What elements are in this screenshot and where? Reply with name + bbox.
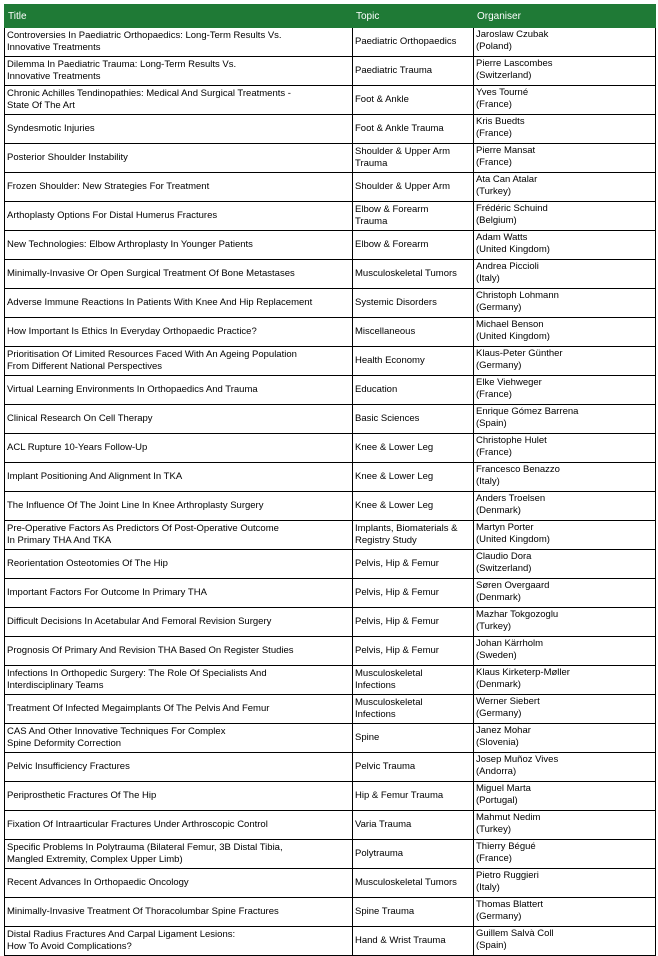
organiser-cell xyxy=(474,898,656,927)
title-line: The Influence Of The Joint Line In Knee Arthroplasty Surgery xyxy=(7,500,264,511)
topic-line: Musculoskeletal Tumors xyxy=(355,877,457,888)
organiser-country: (France) xyxy=(476,853,512,864)
title-cell xyxy=(5,28,353,57)
topic-cell xyxy=(353,28,474,57)
organiser-name: Yves Tourné xyxy=(476,87,529,98)
organiser-name: Adam Watts xyxy=(476,232,528,243)
sessions-table-wrapper xyxy=(4,4,655,956)
organiser-cell xyxy=(474,666,656,695)
organiser-country: (Denmark) xyxy=(476,505,521,516)
organiser-cell xyxy=(474,376,656,405)
title-line: Arthoplasty Options For Distal Humerus Fractures xyxy=(7,210,218,221)
title-cell xyxy=(5,405,353,434)
header-topic: Topic xyxy=(353,5,474,28)
title-cell xyxy=(5,202,353,231)
topic-line: Hand & Wrist Trauma xyxy=(355,935,446,946)
organiser-name: Miguel Marta xyxy=(476,783,531,794)
title-line: ACL Rupture 10-Years Follow-Up xyxy=(7,442,148,453)
title-line: Difficult Decisions In Acetabular And Femoral Revision Surgery xyxy=(7,616,272,627)
title-cell xyxy=(5,86,353,115)
organiser-name: Francesco Benazzo xyxy=(476,464,560,475)
organiser-cell xyxy=(474,695,656,724)
organiser-cell xyxy=(474,347,656,376)
topic-cell xyxy=(353,492,474,521)
title-line: Innovative Treatments xyxy=(7,71,101,82)
organiser-name: Werner Siebert xyxy=(476,696,540,707)
topic-line: Pelvis, Hip & Femur xyxy=(355,587,439,598)
title-cell xyxy=(5,695,353,724)
title-line: From Different National Perspectives xyxy=(7,361,163,372)
title-line: Reorientation Osteotomies Of The Hip xyxy=(7,558,168,569)
organiser-cell xyxy=(474,840,656,869)
title-cell xyxy=(5,927,353,956)
organiser-country: (Slovenia) xyxy=(476,737,519,748)
table-row xyxy=(5,637,656,666)
organiser-name: Guillem Salvà Coll xyxy=(476,928,554,939)
topic-line: Knee & Lower Leg xyxy=(355,442,434,453)
organiser-country: (United Kingdom) xyxy=(476,534,550,545)
table-row xyxy=(5,782,656,811)
organiser-cell xyxy=(474,753,656,782)
title-line: Prioritisation Of Limited Resources Faced With An Ageing Population xyxy=(7,349,297,360)
topic-cell xyxy=(353,434,474,463)
organiser-cell xyxy=(474,463,656,492)
topic-cell xyxy=(353,811,474,840)
topic-line: Education xyxy=(355,384,398,395)
organiser-country: (France) xyxy=(476,389,512,400)
organiser-country: (Turkey) xyxy=(476,621,512,632)
title-cell xyxy=(5,144,353,173)
title-line: Spine Deformity Correction xyxy=(7,738,122,749)
title-line: Syndesmotic Injuries xyxy=(7,123,95,134)
organiser-cell xyxy=(474,231,656,260)
topic-line: Knee & Lower Leg xyxy=(355,471,434,482)
organiser-country: (Italy) xyxy=(476,476,500,487)
organiser-country: (Turkey) xyxy=(476,824,512,835)
table-row xyxy=(5,463,656,492)
topic-cell xyxy=(353,289,474,318)
organiser-name: Thomas Blattert xyxy=(476,899,544,910)
title-cell xyxy=(5,579,353,608)
topic-cell xyxy=(353,608,474,637)
topic-line: Musculoskeletal Tumors xyxy=(355,268,457,279)
topic-cell xyxy=(353,579,474,608)
topic-cell xyxy=(353,376,474,405)
organiser-country: (Switzerland) xyxy=(476,563,532,574)
topic-cell xyxy=(353,927,474,956)
organiser-name: Frédéric Schuind xyxy=(476,203,548,214)
topic-line: Trauma xyxy=(355,158,388,169)
title-line: Specific Problems In Polytrauma (Bilateral Femur, 3B Distal Tibia, xyxy=(7,842,283,853)
organiser-name: Michael Benson xyxy=(476,319,544,330)
topic-cell xyxy=(353,86,474,115)
topic-line: Registry Study xyxy=(355,535,417,546)
title-cell xyxy=(5,376,353,405)
header-title: Title xyxy=(5,5,353,28)
table-row xyxy=(5,724,656,753)
title-cell xyxy=(5,782,353,811)
organiser-cell xyxy=(474,202,656,231)
topic-line: Musculoskeletal xyxy=(355,697,423,708)
organiser-country: (Spain) xyxy=(476,940,507,951)
title-line: Adverse Immune Reactions In Patients With Knee And Hip Replacement xyxy=(7,297,313,308)
topic-line: Paediatric Trauma xyxy=(355,65,433,76)
table-row xyxy=(5,898,656,927)
table-row xyxy=(5,666,656,695)
organiser-country: (United Kingdom) xyxy=(476,331,550,342)
table-row xyxy=(5,550,656,579)
organiser-cell xyxy=(474,782,656,811)
title-cell xyxy=(5,434,353,463)
organiser-name: Klaus Kirketerp-Møller xyxy=(476,667,570,678)
table-row xyxy=(5,579,656,608)
title-cell xyxy=(5,550,353,579)
topic-cell xyxy=(353,57,474,86)
table-row xyxy=(5,289,656,318)
topic-cell xyxy=(353,869,474,898)
title-cell xyxy=(5,840,353,869)
topic-cell xyxy=(353,840,474,869)
topic-line: Foot & Ankle Trauma xyxy=(355,123,444,134)
organiser-name: Mahmut Nedim xyxy=(476,812,541,823)
topic-line: Elbow & Forearm xyxy=(355,204,429,215)
organiser-name: Søren Overgaard xyxy=(476,580,550,591)
topic-line: Spine Trauma xyxy=(355,906,415,917)
organiser-cell xyxy=(474,289,656,318)
title-line: Virtual Learning Environments In Orthopaedics And Trauma xyxy=(7,384,258,395)
topic-cell xyxy=(353,550,474,579)
organiser-cell xyxy=(474,492,656,521)
table-body xyxy=(5,28,656,956)
table-row xyxy=(5,695,656,724)
organiser-cell xyxy=(474,521,656,550)
topic-line: Pelvis, Hip & Femur xyxy=(355,558,439,569)
topic-cell xyxy=(353,173,474,202)
organiser-name: Martyn Porter xyxy=(476,522,534,533)
title-line: Mangled Extremity, Complex Upper Limb) xyxy=(7,854,183,865)
topic-line: Shoulder & Upper Arm xyxy=(355,181,451,192)
organiser-cell xyxy=(474,869,656,898)
title-line: Recent Advances In Orthopaedic Oncology xyxy=(7,877,189,888)
table-row xyxy=(5,521,656,550)
organiser-name: Anders Troelsen xyxy=(476,493,546,504)
organiser-cell xyxy=(474,579,656,608)
organiser-country: (Andorra) xyxy=(476,766,517,777)
organiser-country: (Italy) xyxy=(476,273,500,284)
organiser-cell xyxy=(474,318,656,347)
topic-line: Infections xyxy=(355,680,396,691)
topic-cell xyxy=(353,724,474,753)
topic-cell xyxy=(353,782,474,811)
topic-line: Trauma xyxy=(355,216,388,227)
table-row xyxy=(5,260,656,289)
title-cell xyxy=(5,347,353,376)
sessions-table xyxy=(4,4,656,956)
organiser-country: (Germany) xyxy=(476,708,522,719)
topic-line: Infections xyxy=(355,709,396,720)
topic-line: Systemic Disorders xyxy=(355,297,437,308)
organiser-name: Mazhar Tokgozoglu xyxy=(476,609,559,620)
topic-cell xyxy=(353,405,474,434)
topic-line: Foot & Ankle xyxy=(355,94,409,105)
table-row xyxy=(5,434,656,463)
table-row xyxy=(5,202,656,231)
organiser-name: Jaroslaw Czubak xyxy=(476,29,549,40)
title-line: How To Avoid Complications? xyxy=(7,941,132,952)
title-line: Infections In Orthopedic Surgery: The Role Of Specialists And xyxy=(7,668,267,679)
organiser-cell xyxy=(474,173,656,202)
topic-line: Varia Trauma xyxy=(355,819,412,830)
organiser-country: (France) xyxy=(476,99,512,110)
topic-cell xyxy=(353,318,474,347)
organiser-country: (France) xyxy=(476,447,512,458)
title-cell xyxy=(5,173,353,202)
topic-line: Pelvic Trauma xyxy=(355,761,416,772)
organiser-cell xyxy=(474,405,656,434)
organiser-country: (Sweden) xyxy=(476,650,517,661)
title-cell xyxy=(5,869,353,898)
title-line: New Technologies: Elbow Arthroplasty In Younger Patients xyxy=(7,239,253,250)
title-line: In Primary THA And TKA xyxy=(7,535,112,546)
title-line: Dilemma In Paediatric Trauma: Long-Term Results Vs. xyxy=(7,59,237,70)
table-row xyxy=(5,492,656,521)
topic-line: Polytrauma xyxy=(355,848,404,859)
title-line: Minimally-Invasive Or Open Surgical Treatment Of Bone Metastases xyxy=(7,268,295,279)
topic-cell xyxy=(353,260,474,289)
header-organiser: Organiser xyxy=(474,5,656,28)
organiser-country: (Germany) xyxy=(476,911,522,922)
table-row xyxy=(5,173,656,202)
title-cell xyxy=(5,289,353,318)
title-cell xyxy=(5,724,353,753)
title-cell xyxy=(5,811,353,840)
organiser-cell xyxy=(474,260,656,289)
organiser-cell xyxy=(474,28,656,57)
topic-line: Implants, Biomaterials & xyxy=(355,523,458,534)
title-cell xyxy=(5,637,353,666)
table-row xyxy=(5,869,656,898)
topic-cell xyxy=(353,521,474,550)
table-row xyxy=(5,376,656,405)
title-line: Periprosthetic Fractures Of The Hip xyxy=(7,790,157,801)
title-line: Minimally-Invasive Treatment Of Thoracolumbar Spine Fractures xyxy=(7,906,279,917)
title-line: Controversies In Paediatric Orthopaedics: Long-Term Results Vs. xyxy=(7,30,282,41)
organiser-country: (Portugal) xyxy=(476,795,518,806)
table-row xyxy=(5,927,656,956)
organiser-country: (Poland) xyxy=(476,41,512,52)
organiser-country: (Turkey) xyxy=(476,186,512,197)
organiser-name: Enrique Gómez Barrena xyxy=(476,406,579,417)
organiser-country: (France) xyxy=(476,128,512,139)
title-line: Innovative Treatments xyxy=(7,42,101,53)
title-cell xyxy=(5,231,353,260)
topic-cell xyxy=(353,666,474,695)
organiser-name: Josep Muñoz Vives xyxy=(476,754,559,765)
topic-cell xyxy=(353,144,474,173)
title-cell xyxy=(5,57,353,86)
organiser-name: Claudio Dora xyxy=(476,551,532,562)
organiser-cell xyxy=(474,144,656,173)
title-line: Clinical Research On Cell Therapy xyxy=(7,413,153,424)
organiser-country: (Germany) xyxy=(476,360,522,371)
topic-line: Musculoskeletal xyxy=(355,668,423,679)
organiser-cell xyxy=(474,86,656,115)
title-line: Treatment Of Infected Megaimplants Of The Pelvis And Femur xyxy=(7,703,270,714)
organiser-name: Andrea Piccioli xyxy=(476,261,539,272)
organiser-cell xyxy=(474,927,656,956)
topic-cell xyxy=(353,753,474,782)
topic-line: Hip & Femur Trauma xyxy=(355,790,444,801)
topic-line: Elbow & Forearm xyxy=(355,239,429,250)
organiser-name: Thierry Bégué xyxy=(476,841,536,852)
title-cell xyxy=(5,753,353,782)
table-row xyxy=(5,753,656,782)
topic-cell xyxy=(353,695,474,724)
organiser-country: (Italy) xyxy=(476,882,500,893)
organiser-country: (Switzerland) xyxy=(476,70,532,81)
organiser-name: Klaus-Peter Günther xyxy=(476,348,563,359)
organiser-name: Ata Can Atalar xyxy=(476,174,538,185)
header-row xyxy=(5,5,656,28)
organiser-country: (Spain) xyxy=(476,418,507,429)
topic-cell xyxy=(353,347,474,376)
title-cell xyxy=(5,898,353,927)
table-row xyxy=(5,231,656,260)
title-line: Prognosis Of Primary And Revision THA Based On Register Studies xyxy=(7,645,294,656)
organiser-country: (Denmark) xyxy=(476,679,521,690)
title-cell xyxy=(5,492,353,521)
organiser-name: Pierre Lascombes xyxy=(476,58,553,69)
organiser-name: Elke Viehweger xyxy=(476,377,542,388)
organiser-cell xyxy=(474,811,656,840)
organiser-name: Janez Mohar xyxy=(476,725,531,736)
title-line: Interdisciplinary Teams xyxy=(7,680,104,691)
title-line: Distal Radius Fractures And Carpal Ligament Lesions: xyxy=(7,929,236,940)
title-cell xyxy=(5,463,353,492)
topic-cell xyxy=(353,898,474,927)
title-line: CAS And Other Innovative Techniques For Complex xyxy=(7,726,226,737)
topic-cell xyxy=(353,202,474,231)
organiser-cell xyxy=(474,637,656,666)
title-line: State Of The Art xyxy=(7,100,75,111)
title-cell xyxy=(5,521,353,550)
title-line: Chronic Achilles Tendinopathies: Medical And Surgical Treatments - xyxy=(7,88,291,99)
table-row xyxy=(5,318,656,347)
organiser-name: Kris Buedts xyxy=(476,116,525,127)
topic-cell xyxy=(353,463,474,492)
organiser-name: Pierre Mansat xyxy=(476,145,536,156)
topic-line: Spine xyxy=(355,732,380,743)
organiser-country: (Denmark) xyxy=(476,592,521,603)
organiser-name: Johan Kärrholm xyxy=(476,638,544,649)
title-line: Frozen Shoulder: New Strategies For Treatment xyxy=(7,181,210,192)
topic-cell xyxy=(353,115,474,144)
topic-line: Pelvis, Hip & Femur xyxy=(355,616,439,627)
topic-line: Shoulder & Upper Arm xyxy=(355,146,451,157)
title-line: How Important Is Ethics In Everyday Orthopaedic Practice? xyxy=(7,326,257,337)
organiser-name: Christoph Lohmann xyxy=(476,290,559,301)
table-row xyxy=(5,57,656,86)
table-row xyxy=(5,144,656,173)
title-cell xyxy=(5,115,353,144)
title-line: Posterior Shoulder Instability xyxy=(7,152,128,163)
table-row xyxy=(5,115,656,144)
organiser-name: Pietro Ruggieri xyxy=(476,870,539,881)
title-line: Pelvic Insufficiency Fractures xyxy=(7,761,130,772)
organiser-cell xyxy=(474,724,656,753)
topic-line: Paediatric Orthopaedics xyxy=(355,36,457,47)
organiser-country: (France) xyxy=(476,157,512,168)
organiser-cell xyxy=(474,550,656,579)
title-line: Fixation Of Intraarticular Fractures Under Arthroscopic Control xyxy=(7,819,268,830)
title-line: Important Factors For Outcome In Primary THA xyxy=(7,587,207,598)
organiser-cell xyxy=(474,57,656,86)
title-cell xyxy=(5,260,353,289)
title-line: Pre-Operative Factors As Predictors Of Post-Operative Outcome xyxy=(7,523,279,534)
title-cell xyxy=(5,608,353,637)
table-row xyxy=(5,405,656,434)
table-row xyxy=(5,28,656,57)
organiser-name: Christophe Hulet xyxy=(476,435,547,446)
topic-line: Pelvis, Hip & Femur xyxy=(355,645,439,656)
organiser-cell xyxy=(474,608,656,637)
topic-line: Knee & Lower Leg xyxy=(355,500,434,511)
topic-cell xyxy=(353,637,474,666)
title-cell xyxy=(5,318,353,347)
topic-cell xyxy=(353,231,474,260)
title-cell xyxy=(5,666,353,695)
table-row xyxy=(5,86,656,115)
table-row xyxy=(5,840,656,869)
organiser-cell xyxy=(474,115,656,144)
topic-line: Basic Sciences xyxy=(355,413,420,424)
table-row xyxy=(5,608,656,637)
topic-line: Miscellaneous xyxy=(355,326,416,337)
title-line: Implant Positioning And Alignment In TKA xyxy=(7,471,183,482)
table-row xyxy=(5,811,656,840)
table-row xyxy=(5,347,656,376)
topic-line: Health Economy xyxy=(355,355,425,366)
organiser-country: (Belgium) xyxy=(476,215,517,226)
organiser-country: (Germany) xyxy=(476,302,522,313)
organiser-country: (United Kingdom) xyxy=(476,244,550,255)
organiser-cell xyxy=(474,434,656,463)
